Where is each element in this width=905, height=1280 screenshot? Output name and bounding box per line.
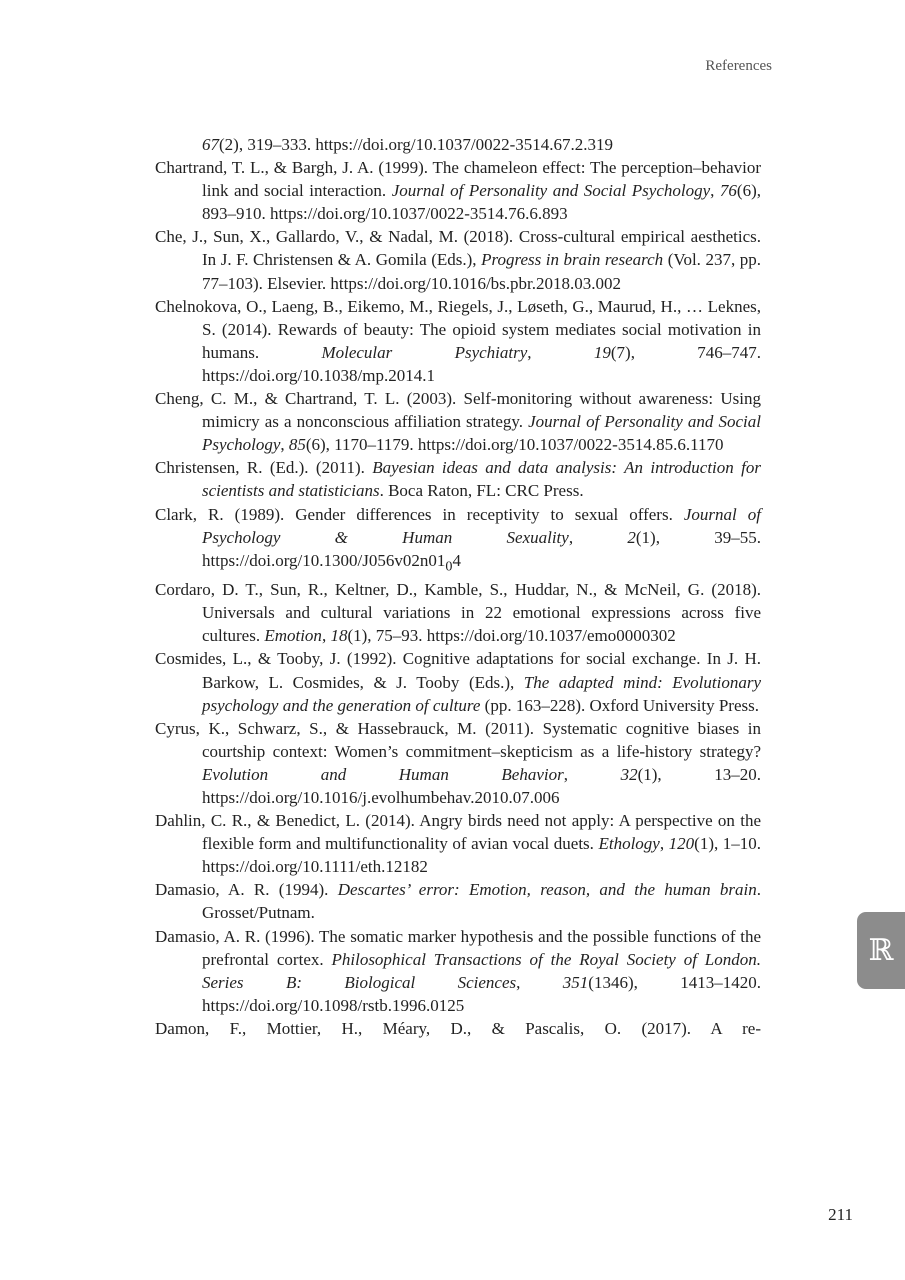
reference-entry bbox=[155, 156, 761, 225]
reference-text: , bbox=[321, 626, 331, 646]
italic-text: 351 bbox=[562, 972, 589, 992]
italic-text: Journal of Personality and Social Psychology bbox=[391, 181, 711, 201]
italic-text: Progress in brain research bbox=[481, 250, 664, 270]
reference-text: , bbox=[568, 527, 628, 547]
reference-entry bbox=[155, 225, 761, 294]
reference-text: 4 bbox=[452, 550, 461, 570]
reference-text: , bbox=[280, 435, 289, 455]
reference-text: (1), 75–93. https://doi.org/10.1037/emo0000302 bbox=[347, 626, 676, 646]
italic-text: Philosophical Transactions of the Royal Society of London. Series B: Biological Sciences bbox=[202, 949, 761, 992]
italic-text: 120 bbox=[668, 834, 695, 854]
reference-text: , bbox=[563, 764, 621, 784]
reference-continuation bbox=[155, 133, 761, 156]
reference-entry bbox=[155, 1017, 761, 1040]
italic-text: 2 bbox=[627, 527, 636, 547]
reference-text: , bbox=[527, 342, 594, 362]
reference-text: Chelnokova, O., Laeng, B., Eikemo, M., Riegels, J., Løseth, G., Maurud, H., … Leknes, S. (2014). Rewards of beauty: The opioid system mediates social motivation in humans. bbox=[155, 296, 761, 362]
italic-text: Journal of Psychology & Human Sexuality bbox=[202, 504, 761, 547]
italic-text: The adapted mind: Evolutionary psychology and the generation of culture bbox=[202, 672, 761, 715]
italic-text: 85 bbox=[288, 435, 306, 455]
reference-text: Clark, R. (1989). Gender differences in receptivity to sexual offers. bbox=[155, 504, 684, 524]
reference-text: . Boca Raton, FL: CRC Press. bbox=[379, 481, 584, 501]
reference-text: (Vol. 237, pp. 77–103). Elsevier. https://doi.org/10.1016/bs.pbr.2018.03.002 bbox=[202, 250, 761, 293]
reference-text: (1), 1–10. https://doi.org/10.1111/eth.12182 bbox=[202, 834, 762, 877]
reference-text: , bbox=[516, 972, 563, 992]
reference-entry bbox=[155, 878, 761, 924]
reference-text: , bbox=[659, 834, 669, 854]
italic-text: Descartes’ error: Emotion, reason, and the human brain bbox=[337, 880, 757, 900]
reference-text: (1), 39–55. https://doi.org/10.1300/J056v02n01 bbox=[202, 527, 761, 570]
page-number: 211 bbox=[828, 1205, 853, 1224]
section-tab bbox=[857, 912, 905, 989]
reference-list bbox=[155, 133, 761, 1040]
reference-text: Dahlin, C. R., & Benedict, L. (2014). Angry birds need not apply: A perspective on the flexible form and multifunctionality of avian vocal duets. bbox=[155, 811, 761, 854]
reference-entry bbox=[155, 295, 761, 387]
running-header: References bbox=[705, 58, 772, 74]
reference-entry bbox=[155, 503, 761, 579]
section-letter: ℝ bbox=[868, 932, 894, 968]
reference-entry bbox=[155, 809, 761, 878]
reference-entry bbox=[155, 387, 761, 456]
reference-text: (1346), 1413–1420. https://doi.org/10.1098/rstb.1996.0125 bbox=[202, 972, 762, 1015]
subscript-text: 0 bbox=[445, 558, 453, 575]
italic-text: Ethology bbox=[598, 834, 660, 854]
reference-text: (6), 893–910. https://doi.org/10.1037/0022-3514.76.6.893 bbox=[202, 181, 761, 224]
reference-entry bbox=[155, 456, 761, 502]
reference-text: Damasio, A. R. (1994). bbox=[155, 880, 338, 900]
reference-text: (2), 319–333. https://doi.org/10.1037/0022-3514.67.2.319 bbox=[219, 135, 613, 154]
reference-text: Che, J., Sun, X., Gallardo, V., & Nadal, M. (2018). Cross-cultural empirical aesthetics. In J. F. Christensen & A. Gomila (Eds.), bbox=[155, 227, 761, 270]
reference-entry bbox=[155, 647, 761, 716]
italic-text: 18 bbox=[330, 626, 348, 646]
reference-text: Cyrus, K., Schwarz, S., & Hassebrauck, M. (2011). Systematic cognitive biases in courtship context: Women’s commitment–skepticism as a life-history strategy? bbox=[155, 718, 761, 761]
italic-text: 67 bbox=[202, 135, 219, 154]
reference-entry bbox=[155, 717, 761, 809]
reference-text: Christensen, R. (Ed.). (2011). bbox=[155, 458, 373, 478]
reference-text: (1), 13–20. https://doi.org/10.1016/j.evolhumbehav.2010.07.006 bbox=[202, 764, 762, 808]
reference-text: Damasio, A. R. (1996). The somatic marker hypothesis and the possible functions of the prefrontal cortex. bbox=[155, 926, 761, 969]
italic-text: 32 bbox=[620, 764, 638, 784]
reference-text: (6), 1170–1179. https://doi.org/10.1037/0022-3514.85.6.1170 bbox=[305, 435, 724, 455]
italic-text: Emotion bbox=[264, 626, 322, 646]
reference-text: Damon, F., Mottier, H., Méary, D., & Pascalis, O. (2017). A re- bbox=[155, 1018, 761, 1038]
reference-text: . Grosset/Putnam. bbox=[202, 880, 761, 923]
italic-text: Molecular Psychiatry bbox=[321, 342, 528, 362]
reference-text: Chartrand, T. L., & Bargh, J. A. (1999). The chameleon effect: The perception–behavior link and social interaction. bbox=[155, 158, 761, 201]
reference-text: Cheng, C. M., & Chartrand, T. L. (2003). Self-monitoring without awareness: Using mimicry as a nonconscious affiliation strategy. bbox=[155, 389, 761, 432]
italic-text: 19 bbox=[593, 342, 611, 362]
reference-text: (pp. 163–228). Oxford University Press. bbox=[480, 695, 759, 715]
reference-text: (7), 746–747. https://doi.org/10.1038/mp.2014.1 bbox=[202, 342, 762, 385]
reference-entry bbox=[155, 578, 761, 647]
italic-text: Journal of Personality and Social Psychology bbox=[202, 412, 761, 455]
italic-text: Bayesian ideas and data analysis: An introduction for scientists and statisticians bbox=[202, 458, 761, 501]
italic-text: Evolution and Human Behavior bbox=[202, 764, 564, 784]
reference-text: , bbox=[710, 181, 720, 201]
italic-text: 76 bbox=[719, 181, 737, 201]
reference-text: Cosmides, L., & Tooby, J. (1992). Cognitive adaptations for social exchange. In J. H. Barkow, L. Cosmides, & J. Tooby (Eds.), bbox=[155, 649, 761, 692]
reference-entry bbox=[155, 925, 761, 1017]
reference-text: Cordaro, D. T., Sun, R., Keltner, D., Kamble, S., Huddar, N., & McNeil, G. (2018). Universals and cultural variations in 22 emotional expressions across five cultures. bbox=[155, 580, 761, 646]
